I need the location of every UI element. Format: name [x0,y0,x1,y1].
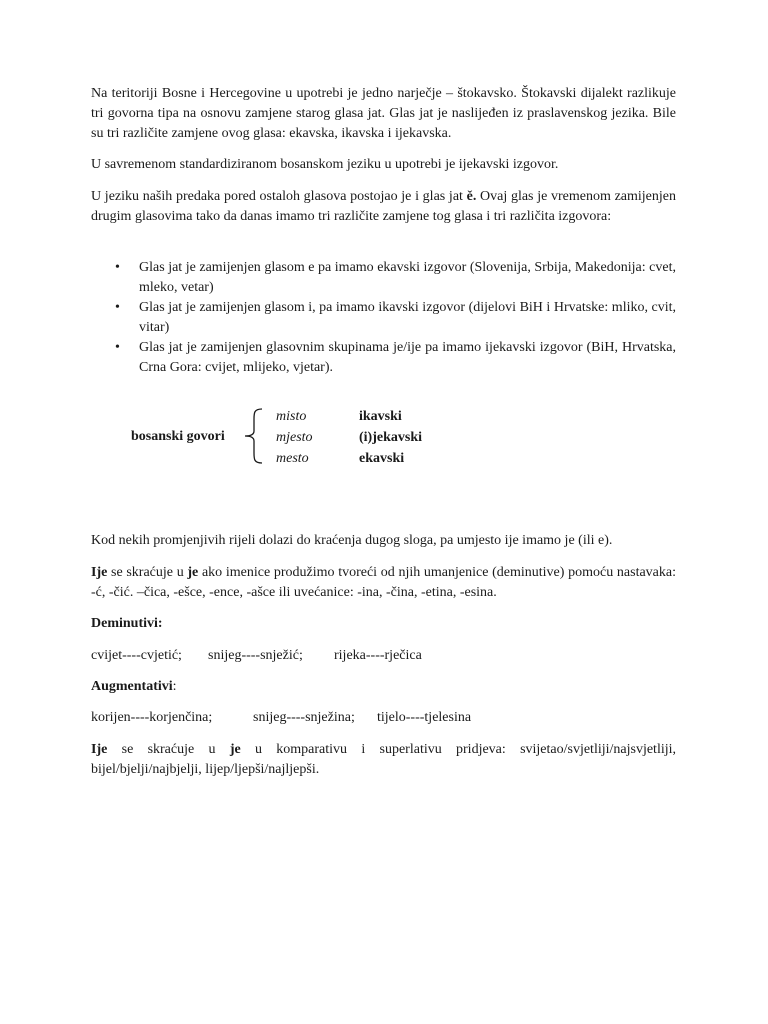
scheme-word-ikavski: misto [276,409,307,424]
heading-text: Deminutivi: [91,616,163,631]
example-word: tijelo----tjelesina [377,710,472,725]
augmentativi-examples [91,708,676,728]
list-item-ikavski [91,298,676,338]
scheme-type-ijekavski: (i)jekavski [359,430,422,445]
heading-text: Augmentativi [91,679,173,694]
standard-pronunciation-paragraph: U savremenom standardiziranom bosanskom jeziku u upotrebi je ijekavski izgovor. [91,157,559,172]
example-word: cvijet----cvjetić; [91,648,182,663]
scheme-type-ekavski: ekavski [359,451,405,466]
deminutivi-heading [91,614,676,634]
bullet-icon: • [115,300,120,315]
rule-text: se skraćuje u [107,565,188,580]
scheme-type-ikavski: ikavski [359,409,402,424]
rule-je: je [229,742,241,757]
rule-ije: Ije [91,565,108,580]
scheme-label: bosanski govori [131,429,225,444]
augmentativi-heading [91,677,676,697]
rule-text: ako imenice produžimo tvoreći od njih umanjenice (deminutive) pomoću nastavaka: -ć, -čić. –čica, -ešce, -ence, -ašce ili uvećanice: -ina, -čina, -etina, -esina. [91,565,676,600]
list-item-text: Glas jat je zamijenjen glasom e pa imamo ekavski izgovor (Slovenija, Srbija, Makedonija: cvet, mleko, vetar) [139,260,676,295]
example-word: rijeka----rječica [334,648,422,663]
rule-text: u komparativu i superlativu pridjeva: svijetao/svjetliji/najsvjetliji, bijel/bjelji/najbjelji, lijep/ljepši/najljepši. [91,742,676,777]
jat-symbol: ě. [466,189,477,204]
bullet-icon: • [115,260,120,275]
list-item-ekavski [91,258,676,298]
rule-ije: Ije [91,742,108,757]
jat-paragraph [91,187,676,227]
list-item-ijekavski [91,338,676,378]
intro-paragraph: Na teritoriji Bosne i Hercegovine u upotrebi je jedno narječje – štokavsko. Štokavski dijalekt razlikuje tri govorna tipa na osnovu zamjene starog glasa jat. Glas jat je naslijeđen iz praslavenskog jezika. Bile su tri različite zamjene ovog glasa: ekavska, ikavska i ijekavska. [91,86,676,141]
example-word: snijeg----snježić; [208,648,303,663]
jat-text-before: U jeziku naših predaka pored ostaloh glasova postojao je i glas jat [91,189,467,204]
dialect-scheme [0,405,768,465]
example-word: korijen----korjenčina; [91,710,213,725]
deminutivi-examples [91,646,676,666]
example-word: snijeg----snježina; [253,710,355,725]
scheme-word-ijekavski: mjesto [276,430,313,445]
rule-text: se skraćuje u [107,742,230,757]
shortening-paragraph: Kod nekih promjenjivih rijeli dolazi do kraćenja dugog sloga, pa umjesto ije imamo je (ili e). [91,533,613,548]
bullet-icon: • [115,340,120,355]
nouns-rule-paragraph [91,563,676,603]
pronunciation-list [91,258,676,378]
list-item-text: Glas jat je zamijenjen glasom i, pa imamo ikavski izgovor (dijelovi BiH i Hrvatske: mliko, cvit, vitar) [139,300,676,335]
scheme-word-ekavski: mesto [276,451,309,466]
curly-brace-icon [240,407,266,465]
rule-je: je [187,565,199,580]
jat-text-after: Ovaj glas je vremenom zamijenjen drugim glasovima tako da danas imamo tri različite zamjene tog glasa i tri različita izgovora: [91,189,676,224]
adjectives-rule-paragraph [91,740,676,780]
heading-colon: : [172,679,177,694]
list-item-text: Glas jat je zamijenjen glasovnim skupinama je/ije pa imamo ijekavski izgovor (BiH, Hrvatska, Crna Gora: cvijet, mlijeko, vjetar). [139,340,676,375]
